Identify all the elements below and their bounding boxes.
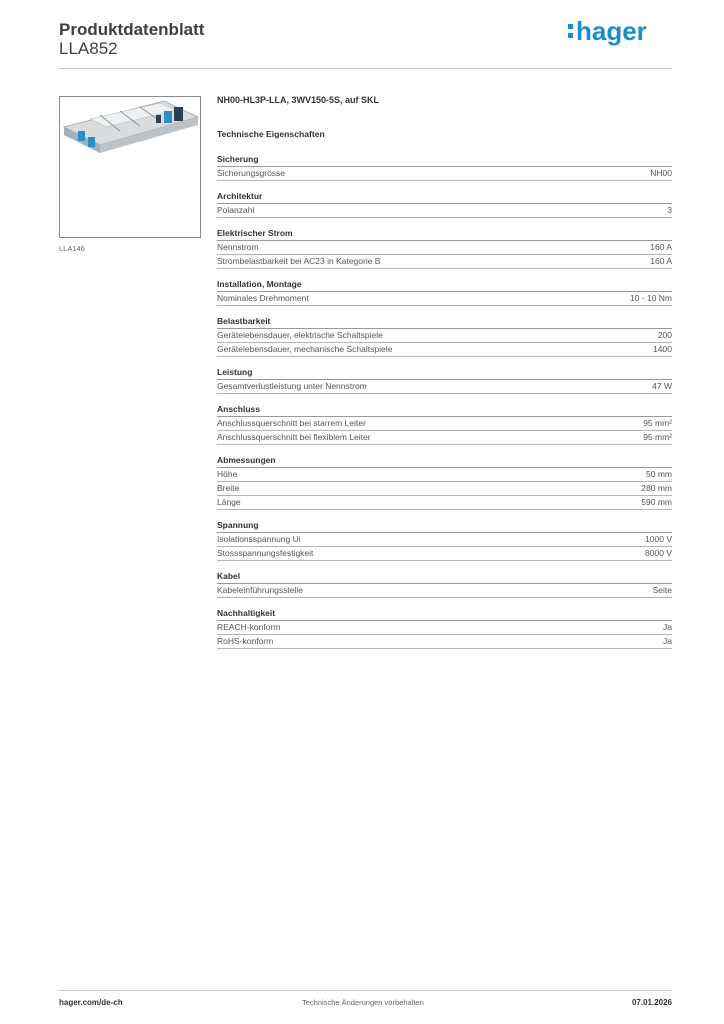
property-row bbox=[217, 329, 672, 343]
property-group bbox=[217, 608, 672, 649]
property-row bbox=[217, 292, 672, 306]
property-value: 50 mm bbox=[646, 469, 672, 479]
property-group bbox=[217, 316, 672, 357]
section-heading: Technische Eigenschaften bbox=[217, 129, 325, 139]
property-value: 95 mm² bbox=[643, 432, 672, 442]
footer-notice: Technische Änderungen vorbehalten bbox=[302, 998, 424, 1007]
footer-divider bbox=[59, 990, 672, 991]
logo-text: hager bbox=[576, 16, 647, 46]
property-value: 280 mm bbox=[641, 483, 672, 493]
main-content bbox=[217, 94, 672, 659]
property-row bbox=[217, 621, 672, 635]
property-group bbox=[217, 154, 672, 181]
property-value: 590 mm bbox=[641, 497, 672, 507]
property-value: 200 bbox=[657, 330, 672, 340]
fuse-switch-disconnector-product-icon bbox=[60, 97, 200, 237]
property-value: 1400 bbox=[653, 344, 672, 354]
property-label: Höhe bbox=[217, 469, 238, 479]
property-value: 160 A bbox=[650, 242, 672, 252]
property-label: Anschlussquerschnitt bei flexiblem Leiter bbox=[217, 432, 371, 442]
property-value: Seite bbox=[652, 585, 672, 595]
group-title: Elektrischer Strom bbox=[217, 228, 672, 241]
property-row bbox=[217, 482, 672, 496]
property-label: Polanzahl bbox=[217, 205, 255, 215]
property-row bbox=[217, 343, 672, 357]
property-label: Nominales Drehmoment bbox=[217, 293, 309, 303]
group-title: Belastbarkeit bbox=[217, 316, 672, 329]
property-group bbox=[217, 367, 672, 394]
property-label: Nennstrom bbox=[217, 242, 259, 252]
property-group bbox=[217, 455, 672, 510]
property-label: Gesamtverlustleistung unter Nennstrom bbox=[217, 381, 367, 391]
property-group bbox=[217, 404, 672, 445]
group-title: Nachhaltigkeit bbox=[217, 608, 672, 621]
property-row bbox=[217, 167, 672, 181]
hager-logo bbox=[566, 14, 662, 48]
property-label: RoHS-konform bbox=[217, 636, 274, 646]
group-title: Installation, Montage bbox=[217, 279, 672, 292]
property-value: 10 - 10 Nm bbox=[629, 293, 672, 303]
group-title: Kabel bbox=[217, 571, 672, 584]
property-row bbox=[217, 380, 672, 394]
group-title: Anschluss bbox=[217, 404, 672, 417]
property-row bbox=[217, 241, 672, 255]
property-row bbox=[217, 204, 672, 218]
property-value: 8000 V bbox=[645, 548, 672, 558]
property-group bbox=[217, 571, 672, 598]
property-value: Ja bbox=[663, 622, 672, 632]
property-row bbox=[217, 255, 672, 269]
group-title: Architektur bbox=[217, 191, 672, 204]
property-row bbox=[217, 547, 672, 561]
property-label: Breite bbox=[217, 483, 240, 493]
property-value: Ja bbox=[663, 636, 672, 646]
group-title: Sicherung bbox=[217, 154, 672, 167]
property-label: Sicherungsgrösse bbox=[217, 168, 286, 178]
property-row bbox=[217, 584, 672, 598]
property-group bbox=[217, 228, 672, 269]
property-group bbox=[217, 191, 672, 218]
property-label: REACH-konform bbox=[217, 622, 281, 632]
property-value: 3 bbox=[667, 205, 672, 215]
property-value: NH00 bbox=[650, 168, 672, 178]
property-row bbox=[217, 468, 672, 482]
image-caption: LLA146 bbox=[59, 244, 85, 253]
property-row bbox=[217, 431, 672, 445]
property-value: 160 A bbox=[650, 256, 672, 266]
property-group bbox=[217, 520, 672, 561]
property-group bbox=[217, 279, 672, 306]
property-row bbox=[217, 417, 672, 431]
property-value: 47 W bbox=[652, 381, 672, 391]
property-row bbox=[217, 496, 672, 510]
product-image bbox=[59, 96, 201, 238]
property-value: 1000 V bbox=[645, 534, 672, 544]
group-title: Abmessungen bbox=[217, 455, 672, 468]
property-label: Gerätelebensdauer, mechanische Schaltspiele bbox=[217, 344, 393, 354]
property-row bbox=[217, 635, 672, 649]
property-label: Länge bbox=[217, 497, 241, 507]
property-label: Strombelastbarkeit bei AC23 in Kategorie B bbox=[217, 256, 381, 266]
header-divider bbox=[59, 68, 672, 69]
property-label: Anschlussquerschnitt bei starrem Leiter bbox=[217, 418, 366, 428]
footer-date: 07.01.2026 bbox=[631, 998, 672, 1007]
product-description: NH00-HL3P-LLA, 3WV150-5S, auf SKL bbox=[217, 95, 380, 105]
property-label: Gerätelebensdauer, elektrische Schaltspiele bbox=[217, 330, 383, 340]
group-title: Spannung bbox=[217, 520, 672, 533]
property-label: Isolationsspannung Ui bbox=[217, 534, 301, 544]
footer-website-link[interactable]: hager.com/de-ch bbox=[59, 998, 123, 1007]
article-number: LLA852 bbox=[59, 39, 118, 58]
group-title: Leistung bbox=[217, 367, 672, 380]
property-label: Stossspannungsfestigkeit bbox=[217, 548, 314, 558]
property-value: 95 mm² bbox=[643, 418, 672, 428]
property-label: Kabeleinführungsstelle bbox=[217, 585, 304, 595]
property-row bbox=[217, 533, 672, 547]
page-title: Produktdatenblatt bbox=[59, 20, 205, 39]
